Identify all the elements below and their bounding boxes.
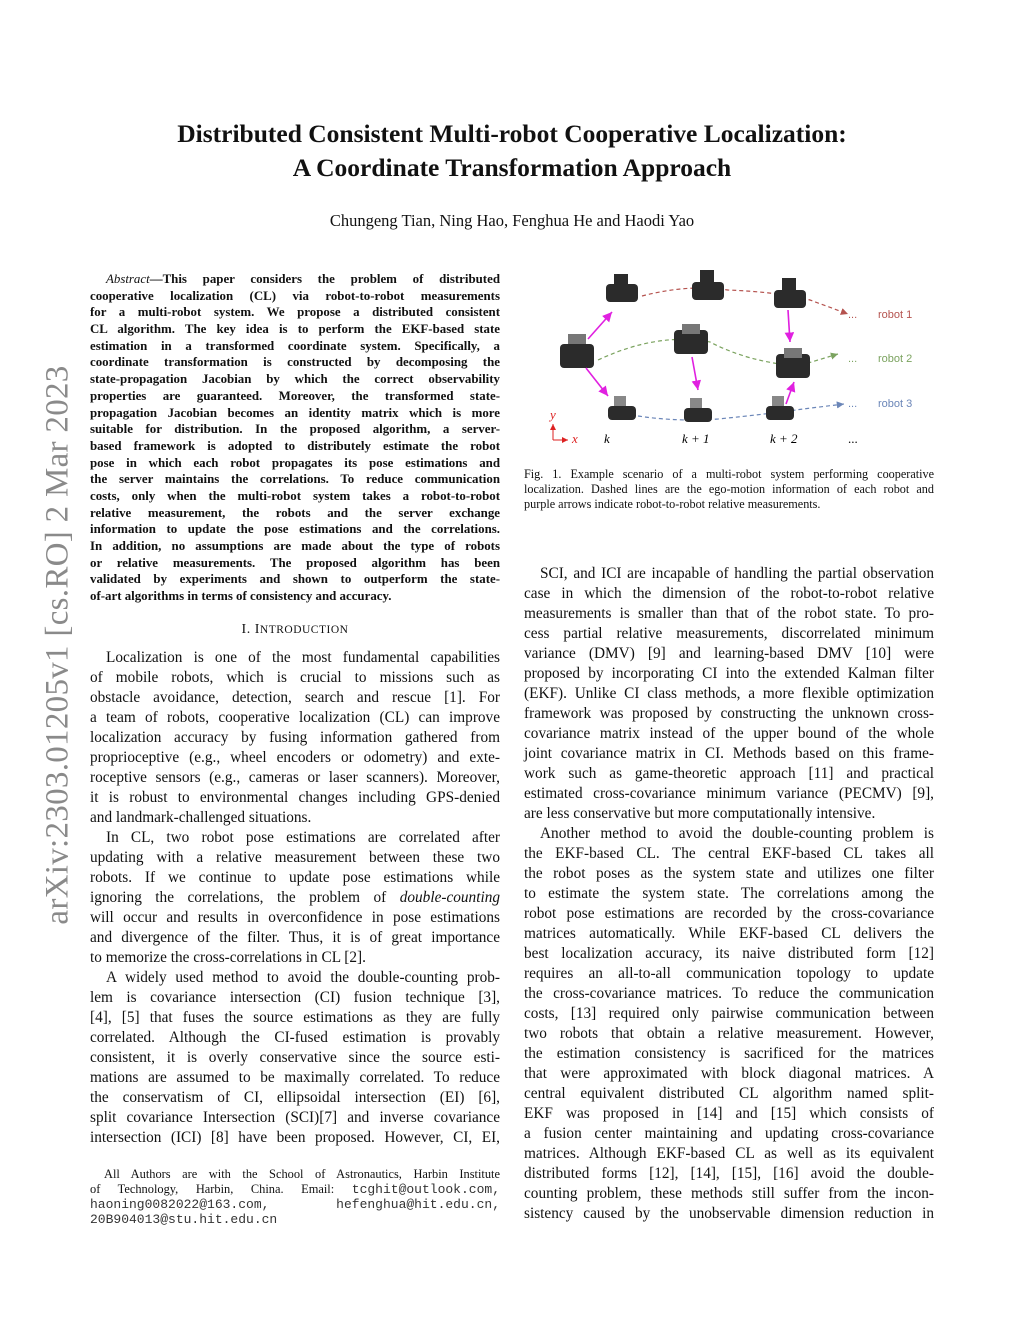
- paragraph-line: lem is covariance intersection (CI) fusion technique [3],: [90, 989, 500, 1006]
- text: ignoring the correlations, the problem of: [90, 889, 400, 906]
- time-label: k + 1: [682, 431, 710, 446]
- abstract-line: propagation Jacobian becomes an identity matrix which is more: [90, 405, 500, 420]
- paragraph-line: the robot poses as the system state and utilizes one filter: [524, 865, 934, 882]
- paragraph-line: two robots that obtain a relative measurement. However,: [524, 1025, 934, 1042]
- paragraph-line: the EKF-based CL. The central EKF-based CL takes all: [524, 845, 934, 862]
- paragraph-line: the estimation consistency is sacrificed for the matrices: [524, 1045, 934, 1062]
- axis-x-label: x: [572, 431, 578, 446]
- paragraph-line: obstacle avoidance, detection, search and rescue [1]. For: [90, 689, 500, 706]
- paragraph-line: the cross-covariance matrices. To reduce the communication: [524, 985, 934, 1002]
- email[interactable]: 20B904013@stu.hit.edu.cn: [90, 1212, 278, 1227]
- paragraph-line: [4], [5] that fuses the source estimations as they are fully: [90, 1009, 500, 1026]
- robot-icon: [674, 324, 708, 354]
- paragraph-line: A widely used method to avoid the double-counting prob-: [106, 969, 500, 986]
- paragraph-line: cess partial relative measurements, discorrelated minimum: [524, 625, 934, 642]
- abstract-line: relative measurement, the robots and the server exchange: [90, 505, 500, 520]
- paragraph-line: estimated cross-covariance minimum variance (PECMV) [9],: [524, 785, 934, 802]
- affiliation-footnote: [90, 1167, 500, 1227]
- robot-2-label: robot 2: [878, 353, 913, 365]
- paragraph-line: central equivalent distributed CL algorithm named split-: [524, 1085, 934, 1102]
- abstract-line: validated by experiments and shown to outperform the state-: [90, 572, 500, 587]
- time-label: k + 2: [770, 431, 798, 446]
- abstract-line: pose in which each robot propagates its pose estimations and: [90, 455, 500, 470]
- paragraph-line: best localization accuracy, its naive distributed form [12]: [524, 945, 934, 962]
- footnote-line: All Authors are with the School of Astronautics, Harbin Institute: [104, 1167, 500, 1181]
- section-title-rest: NTRODUCTION: [259, 624, 349, 636]
- abstract-line: properties are guaranteed. Moreover, the transformed state-: [90, 388, 500, 403]
- figure-1-multi-robot-scenario: [548, 262, 944, 450]
- robot-icons: [560, 270, 810, 422]
- paragraph-line: SCI, and ICI are incapable of handling the partial observation: [540, 565, 934, 582]
- paragraph-line: Localization is one of the most fundamental capabilities: [106, 649, 500, 666]
- paragraph-line: work such as game-theoretic approach [11] and practical: [524, 765, 934, 782]
- abstract-line: [90, 271, 500, 288]
- paragraph-line: proposed by incorporating CI into the extended Kalman filter: [524, 665, 934, 682]
- paragraph-line: that were approximated with block diagonal matrices. A: [524, 1065, 934, 1082]
- paragraph-line: localization accuracy by fusing information gathered from: [90, 729, 500, 746]
- abstract-line: of-art algorithms in terms of consistency and accuracy.: [90, 589, 392, 604]
- robot-1-label: robot 1: [878, 309, 913, 321]
- paragraph-line: matrices automatically. While EKF-based CL delivers the: [524, 925, 934, 942]
- paragraph-line: requires an all-to-all communication topology to update: [524, 965, 934, 982]
- abstract-line: estimation in a transformed coordinate system. Specifically, a: [90, 338, 500, 353]
- section-number: I.: [241, 622, 251, 637]
- paragraph-line: to estimate the system state. The correlations among the: [524, 885, 934, 902]
- paragraph-line: distributed forms [12], [14], [15], [16] avoid the double-: [524, 1165, 934, 1182]
- robot-3-label: robot 3: [878, 398, 913, 410]
- paragraph-line: will occur and results in overconfidence in pose estimations: [90, 909, 500, 926]
- paragraph-line: a team of robots, cooperative localization (CL) can improve: [90, 709, 500, 726]
- abstract-dash: —: [149, 272, 163, 286]
- paragraph-line: In CL, two robot pose estimations are correlated after: [106, 829, 500, 846]
- paragraph-line: measurements is smaller than that of the robot state. To pro-: [524, 605, 934, 622]
- robot-icon: [684, 398, 712, 422]
- paragraph-line: split covariance Intersection (SCI)[7] and inverse covariance: [90, 1109, 500, 1126]
- paragraph-line: and divergence of the filter. Thus, it is of great importance: [90, 929, 500, 946]
- axis-y-label: y: [550, 407, 556, 422]
- paragraph-line: proprioceptive (e.g., wheel encoders or odometry) and exte-: [90, 749, 500, 766]
- footnote-line: of Technology, Harbin, China. Email:: [90, 1182, 352, 1196]
- ellipsis: ...: [848, 353, 858, 365]
- right-column-body: [524, 564, 934, 1224]
- paragraph-line: the conservatism of CI, ellipsoidal intersection (EI) [6],: [90, 1089, 500, 1106]
- section-heading-introduction: [90, 622, 500, 638]
- paragraph-line: framework was proposed by constructing the unknown cross-: [524, 705, 934, 722]
- abstract-line: coordinate transformation is constructed by decomposing the: [90, 355, 500, 370]
- paragraph-line: to memorize the cross-correlations in CL [2].: [90, 949, 366, 966]
- abstract-line: cooperative localization (CL) via robot-to-robot measurements: [90, 288, 500, 303]
- paper-title: [0, 117, 1024, 185]
- abstract-line: In addition, no assumptions are made about the type of robots: [90, 539, 500, 553]
- paragraph-line: Another method to avoid the double-counting problem is: [540, 825, 934, 842]
- robot-icon: [766, 396, 794, 420]
- caption-line: purple arrows indicate robot-to-robot relative measurements.: [524, 497, 821, 511]
- abstract-line: the server maintains the correlations. To reduce communication: [90, 472, 500, 487]
- robot-icon: [606, 274, 638, 302]
- abstract-line: based framework is adopted to distributely estimate the robot: [90, 438, 500, 453]
- robot-3-trajectory: [638, 404, 844, 420]
- arxiv-identifier-stamp: arXiv:2303.01205v1 [cs.RO] 2 Mar 2023: [39, 365, 76, 925]
- paragraph-line: it is robust to environmental changes including GPS-denied: [90, 789, 500, 806]
- abstract-line: for a multi-robot system. We propose a distributed consistent: [90, 305, 500, 320]
- paragraph-line: robots. If we continue to update pose estimations while: [90, 869, 500, 886]
- robot-icon: [692, 270, 724, 300]
- paragraph-line: (EKF). Unlike CI class methods, a more flexible optimization: [524, 685, 934, 702]
- robot-1-trajectory: [642, 288, 848, 314]
- paragraph-line: covariance matrix instead of the upper bound of the whole: [524, 725, 934, 742]
- paragraph-line: and landmark-challenged situations.: [90, 809, 312, 826]
- ellipsis: ...: [848, 398, 858, 410]
- paragraph-line: joint covariance matrix in CI. Methods based on this frame-: [524, 745, 934, 762]
- email[interactable]: haoning0082022@163.com, hefenghua@hit.edu.cn,: [90, 1197, 500, 1212]
- figure-1-caption: [524, 467, 934, 512]
- robot-icon: [774, 278, 806, 308]
- time-labels: [604, 431, 858, 446]
- axis-indicator: [548, 407, 578, 446]
- left-column-body: [90, 648, 500, 1148]
- paragraph-line: robot pose estimations are recorded by the cross-covariance: [524, 905, 934, 922]
- paragraph-line: costs, [13] required only pairwise communication between: [524, 1005, 934, 1022]
- robot-icon: [608, 396, 636, 420]
- abstract-line: suitable for distribution. In the proposed algorithm, a server-: [90, 422, 500, 437]
- paragraph-line: EKF was proposed in [14] and [15] which consists of: [524, 1105, 934, 1122]
- abstract-label: Abstract: [106, 272, 150, 286]
- paragraph-line: consistent, it is overly conservative since the source esti-: [90, 1049, 500, 1066]
- paragraph-line: counting problem, these methods still suffer from the incon-: [524, 1185, 934, 1202]
- title-line-2: A Coordinate Transformation Approach: [292, 153, 732, 182]
- robot-legend: [848, 309, 912, 410]
- abstract-line: CL algorithm. The key idea is to perform the EKF-based state: [90, 322, 500, 337]
- caption-line: Fig. 1. Example scenario of a multi-robot system performing cooperative: [524, 467, 934, 481]
- author-list: Chungeng Tian, Ning Hao, Fenghua He and Haodi Yao: [329, 211, 695, 230]
- paragraph-line: of mobile robots, which is crucial to missions such as: [90, 669, 500, 686]
- time-label: ...: [848, 431, 858, 446]
- paragraph-line: mations are assumed to be maximally correlated. To reduce: [90, 1069, 500, 1086]
- abstract-line: costs, only when the multi-robot system takes a robot-to-robot: [90, 488, 500, 503]
- paragraph-line: intersection (ICI) [8] have been proposed. However, CI, EI,: [90, 1129, 500, 1146]
- robot-icon: [776, 348, 810, 378]
- abstract-line: state-propagation Jacobian by which the correct observability: [90, 372, 500, 387]
- caption-line: localization. Dashed lines are the ego-motion information of each robot and: [524, 482, 934, 496]
- paragraph-line: a fusion center maintaining and updating cross-covariance: [524, 1125, 934, 1142]
- paragraph-line: case in which the dimension of the robot-to-robot relative: [524, 585, 934, 602]
- section-first-letter: I: [254, 622, 260, 637]
- email[interactable]: tcghit@outlook.com,: [351, 1182, 500, 1197]
- abstract-line: or relative measurements. The proposed algorithm has been: [90, 555, 500, 570]
- abstract: [90, 271, 500, 605]
- time-label: k: [604, 431, 610, 446]
- ellipsis: ...: [848, 309, 858, 321]
- abstract-line: information to update the pose estimations and the correlations.: [90, 522, 500, 537]
- paragraph-line: roceptive sensors (e.g., cameras or laser scanners). Moreover,: [90, 769, 500, 786]
- paragraph-line: matrices. Although EKF-based CL as well as its equivalent: [524, 1145, 934, 1162]
- paragraph-line: sistency caused by the unobservable dimension reduction in: [524, 1205, 934, 1222]
- title-line-1: Distributed Consistent Multi-robot Cooperative Localization:: [177, 119, 847, 148]
- paragraph-line: [90, 888, 500, 908]
- italic-term: double-counting: [399, 889, 500, 906]
- paragraph-line: correlated. Although the CI-fused estimation is provably: [90, 1029, 500, 1046]
- paragraph-line: updating with a relative measurement between these two: [90, 849, 500, 866]
- paragraph-line: variance (DMV) [9] and learning-based DMV [10] were: [524, 645, 934, 662]
- paragraph-line: are less conservative but more computationally intensive.: [524, 805, 876, 822]
- abstract-text: This paper considers the problem of distributed: [162, 272, 500, 286]
